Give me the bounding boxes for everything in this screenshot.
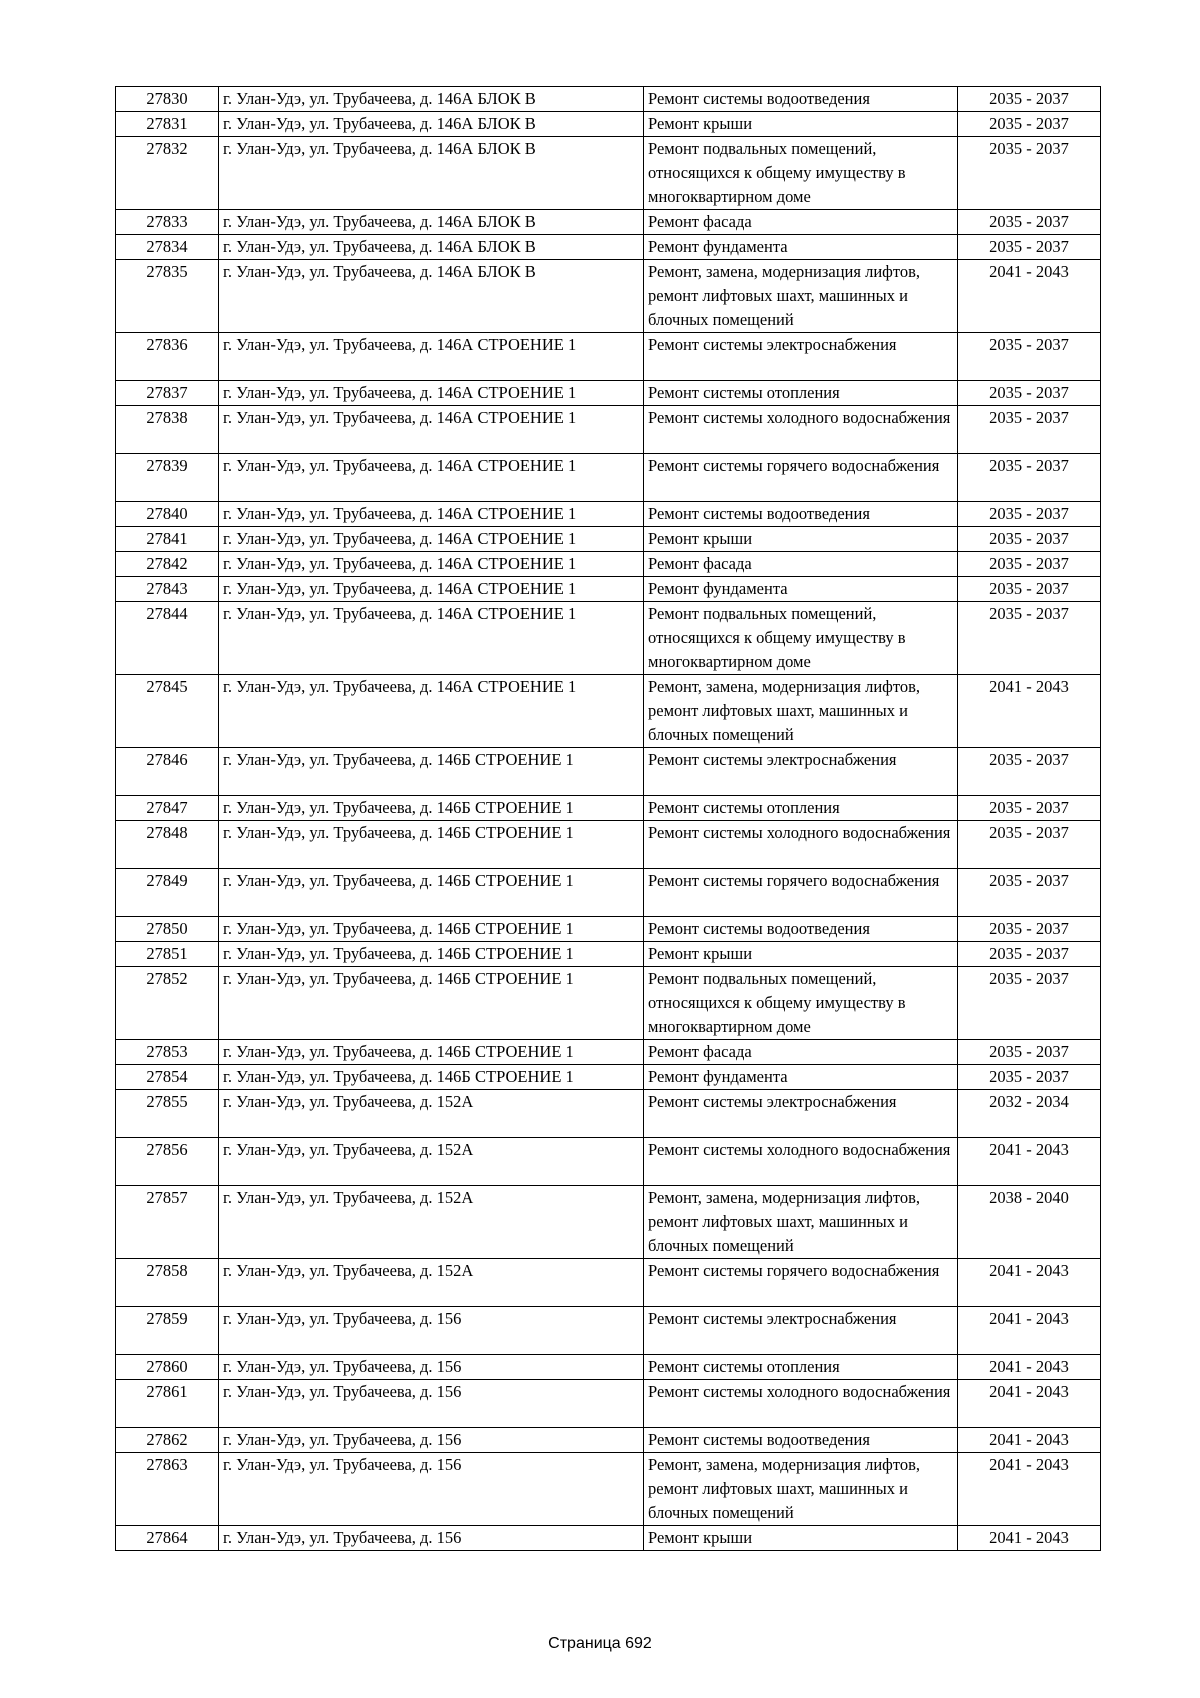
row-address: г. Улан-Удэ, ул. Трубачеева, д. 156 [219,1307,644,1355]
row-period: 2035 - 2037 [958,137,1101,210]
row-work-type: Ремонт системы отопления [644,1355,958,1380]
row-number: 27838 [116,406,219,454]
row-number: 27863 [116,1453,219,1526]
row-number: 27832 [116,137,219,210]
repair-schedule-table [115,86,1101,1551]
row-period: 2041 - 2043 [958,1526,1101,1551]
table-row [116,406,1101,454]
table-row [116,502,1101,527]
row-period: 2035 - 2037 [958,527,1101,552]
table-row [116,1355,1101,1380]
row-period: 2041 - 2043 [958,1355,1101,1380]
table-row [116,675,1101,748]
row-period: 2038 - 2040 [958,1186,1101,1259]
row-number: 27856 [116,1138,219,1186]
table-row [116,1453,1101,1526]
row-address: г. Улан-Удэ, ул. Трубачеева, д. 152А [219,1259,644,1307]
row-period: 2035 - 2037 [958,577,1101,602]
table-row [116,1186,1101,1259]
row-period: 2032 - 2034 [958,1090,1101,1138]
row-work-type: Ремонт системы водоотведения [644,917,958,942]
row-work-type: Ремонт, замена, модернизация лифтов, ремонт лифтовых шахт, машинных и блочных помещений [644,1453,958,1526]
row-work-type: Ремонт системы горячего водоснабжения [644,869,958,917]
row-number: 27850 [116,917,219,942]
row-period: 2035 - 2037 [958,235,1101,260]
row-address: г. Улан-Удэ, ул. Трубачеева, д. 146Б СТРОЕНИЕ 1 [219,1040,644,1065]
row-work-type: Ремонт системы электроснабжения [644,1090,958,1138]
row-period: 2041 - 2043 [958,1428,1101,1453]
row-address: г. Улан-Удэ, ул. Трубачеева, д. 146Б СТРОЕНИЕ 1 [219,821,644,869]
row-work-type: Ремонт фасада [644,1040,958,1065]
row-number: 27860 [116,1355,219,1380]
row-address: г. Улан-Удэ, ул. Трубачеева, д. 156 [219,1453,644,1526]
row-period: 2035 - 2037 [958,821,1101,869]
row-number: 27848 [116,821,219,869]
row-period: 2035 - 2037 [958,502,1101,527]
row-address: г. Улан-Удэ, ул. Трубачеева, д. 146А СТРОЕНИЕ 1 [219,454,644,502]
row-address: г. Улан-Удэ, ул. Трубачеева, д. 146А СТРОЕНИЕ 1 [219,602,644,675]
row-address: г. Улан-Удэ, ул. Трубачеева, д. 152А [219,1090,644,1138]
row-number: 27834 [116,235,219,260]
row-address: г. Улан-Удэ, ул. Трубачеева, д. 146Б СТРОЕНИЕ 1 [219,1065,644,1090]
row-period: 2041 - 2043 [958,260,1101,333]
table-row [116,527,1101,552]
row-period: 2035 - 2037 [958,869,1101,917]
row-work-type: Ремонт системы водоотведения [644,1428,958,1453]
row-address: г. Улан-Удэ, ул. Трубачеева, д. 146Б СТРОЕНИЕ 1 [219,748,644,796]
row-number: 27861 [116,1380,219,1428]
document-page [115,86,1100,1551]
row-address: г. Улан-Удэ, ул. Трубачеева, д. 146А БЛОК В [219,137,644,210]
row-number: 27840 [116,502,219,527]
row-number: 27837 [116,381,219,406]
row-number: 27852 [116,967,219,1040]
row-address: г. Улан-Удэ, ул. Трубачеева, д. 146Б СТРОЕНИЕ 1 [219,796,644,821]
row-number: 27855 [116,1090,219,1138]
row-period: 2041 - 2043 [958,1453,1101,1526]
row-work-type: Ремонт системы отопления [644,796,958,821]
row-address: г. Улан-Удэ, ул. Трубачеева, д. 156 [219,1428,644,1453]
table-row [116,137,1101,210]
row-work-type: Ремонт системы водоотведения [644,502,958,527]
table-row [116,1040,1101,1065]
row-period: 2035 - 2037 [958,454,1101,502]
row-number: 27862 [116,1428,219,1453]
row-work-type: Ремонт фасада [644,210,958,235]
table-row [116,381,1101,406]
row-address: г. Улан-Удэ, ул. Трубачеева, д. 146А СТРОЕНИЕ 1 [219,406,644,454]
row-address: г. Улан-Удэ, ул. Трубачеева, д. 146А СТРОЕНИЕ 1 [219,675,644,748]
row-address: г. Улан-Удэ, ул. Трубачеева, д. 156 [219,1380,644,1428]
row-address: г. Улан-Удэ, ул. Трубачеева, д. 146Б СТРОЕНИЕ 1 [219,917,644,942]
row-work-type: Ремонт, замена, модернизация лифтов, ремонт лифтовых шахт, машинных и блочных помещений [644,1186,958,1259]
table-row [116,1526,1101,1551]
table-body [116,87,1101,1551]
row-address: г. Улан-Удэ, ул. Трубачеева, д. 156 [219,1526,644,1551]
row-number: 27846 [116,748,219,796]
table-row [116,1090,1101,1138]
table-row [116,112,1101,137]
table-row [116,821,1101,869]
row-address: г. Улан-Удэ, ул. Трубачеева, д. 146А СТРОЕНИЕ 1 [219,333,644,381]
row-number: 27839 [116,454,219,502]
row-work-type: Ремонт подвальных помещений, относящихся к общему имуществу в многоквартирном доме [644,137,958,210]
row-address: г. Улан-Удэ, ул. Трубачеева, д. 146Б СТРОЕНИЕ 1 [219,942,644,967]
row-work-type: Ремонт, замена, модернизация лифтов, ремонт лифтовых шахт, машинных и блочных помещений [644,675,958,748]
row-number: 27841 [116,527,219,552]
row-period: 2035 - 2037 [958,112,1101,137]
table-row [116,967,1101,1040]
row-work-type: Ремонт системы холодного водоснабжения [644,1138,958,1186]
table-row [116,1065,1101,1090]
row-period: 2035 - 2037 [958,552,1101,577]
row-address: г. Улан-Удэ, ул. Трубачеева, д. 152А [219,1186,644,1259]
row-number: 27842 [116,552,219,577]
row-number: 27853 [116,1040,219,1065]
table-row [116,577,1101,602]
page-number: Страница 692 [548,1635,652,1652]
row-address: г. Улан-Удэ, ул. Трубачеева, д. 146А БЛОК В [219,210,644,235]
row-number: 27847 [116,796,219,821]
row-number: 27844 [116,602,219,675]
row-address: г. Улан-Удэ, ул. Трубачеева, д. 146А СТРОЕНИЕ 1 [219,527,644,552]
row-period: 2041 - 2043 [958,1259,1101,1307]
row-number: 27858 [116,1259,219,1307]
row-period: 2041 - 2043 [958,675,1101,748]
table-row [116,748,1101,796]
row-work-type: Ремонт подвальных помещений, относящихся к общему имуществу в многоквартирном доме [644,967,958,1040]
row-work-type: Ремонт системы горячего водоснабжения [644,1259,958,1307]
row-period: 2035 - 2037 [958,942,1101,967]
row-work-type: Ремонт системы электроснабжения [644,748,958,796]
row-number: 27851 [116,942,219,967]
table-row [116,552,1101,577]
row-period: 2041 - 2043 [958,1307,1101,1355]
table-row [116,917,1101,942]
row-work-type: Ремонт крыши [644,112,958,137]
row-work-type: Ремонт системы холодного водоснабжения [644,821,958,869]
row-work-type: Ремонт фундамента [644,1065,958,1090]
row-address: г. Улан-Удэ, ул. Трубачеева, д. 156 [219,1355,644,1380]
row-work-type: Ремонт системы электроснабжения [644,333,958,381]
row-address: г. Улан-Удэ, ул. Трубачеева, д. 146А БЛОК В [219,87,644,112]
row-period: 2041 - 2043 [958,1380,1101,1428]
row-number: 27859 [116,1307,219,1355]
table-row [116,942,1101,967]
row-work-type: Ремонт фундамента [644,577,958,602]
table-row [116,210,1101,235]
row-address: г. Улан-Удэ, ул. Трубачеева, д. 146А БЛОК В [219,260,644,333]
row-period: 2035 - 2037 [958,210,1101,235]
row-work-type: Ремонт системы водоотведения [644,87,958,112]
row-period: 2041 - 2043 [958,1138,1101,1186]
row-address: г. Улан-Удэ, ул. Трубачеева, д. 146Б СТРОЕНИЕ 1 [219,869,644,917]
row-work-type: Ремонт, замена, модернизация лифтов, ремонт лифтовых шахт, машинных и блочных помещений [644,260,958,333]
row-number: 27849 [116,869,219,917]
table-row [116,260,1101,333]
row-period: 2035 - 2037 [958,87,1101,112]
row-number: 27833 [116,210,219,235]
table-row [116,235,1101,260]
table-row [116,869,1101,917]
row-address: г. Улан-Удэ, ул. Трубачеева, д. 146Б СТРОЕНИЕ 1 [219,967,644,1040]
row-address: г. Улан-Удэ, ул. Трубачеева, д. 146А БЛОК В [219,235,644,260]
row-work-type: Ремонт фундамента [644,235,958,260]
row-period: 2035 - 2037 [958,381,1101,406]
table-row [116,1307,1101,1355]
row-number: 27854 [116,1065,219,1090]
row-period: 2035 - 2037 [958,1065,1101,1090]
row-period: 2035 - 2037 [958,967,1101,1040]
row-work-type: Ремонт системы холодного водоснабжения [644,406,958,454]
row-work-type: Ремонт крыши [644,942,958,967]
row-address: г. Улан-Удэ, ул. Трубачеева, д. 146А СТРОЕНИЕ 1 [219,502,644,527]
table-row [116,454,1101,502]
table-row [116,333,1101,381]
row-period: 2035 - 2037 [958,917,1101,942]
table-row [116,1138,1101,1186]
table-row [116,796,1101,821]
table-row [116,1259,1101,1307]
table-row [116,602,1101,675]
row-number: 27857 [116,1186,219,1259]
row-period: 2035 - 2037 [958,748,1101,796]
row-work-type: Ремонт подвальных помещений, относящихся к общему имуществу в многоквартирном доме [644,602,958,675]
row-period: 2035 - 2037 [958,602,1101,675]
row-address: г. Улан-Удэ, ул. Трубачеева, д. 146А СТРОЕНИЕ 1 [219,552,644,577]
row-number: 27845 [116,675,219,748]
row-work-type: Ремонт системы отопления [644,381,958,406]
row-address: г. Улан-Удэ, ул. Трубачеева, д. 146А БЛОК В [219,112,644,137]
row-address: г. Улан-Удэ, ул. Трубачеева, д. 146А СТРОЕНИЕ 1 [219,381,644,406]
row-address: г. Улан-Удэ, ул. Трубачеева, д. 152А [219,1138,644,1186]
row-work-type: Ремонт крыши [644,1526,958,1551]
row-number: 27835 [116,260,219,333]
row-number: 27836 [116,333,219,381]
row-address: г. Улан-Удэ, ул. Трубачеева, д. 146А СТРОЕНИЕ 1 [219,577,644,602]
table-row [116,87,1101,112]
row-number: 27831 [116,112,219,137]
row-number: 27830 [116,87,219,112]
row-work-type: Ремонт системы электроснабжения [644,1307,958,1355]
row-number: 27864 [116,1526,219,1551]
row-period: 2035 - 2037 [958,796,1101,821]
row-work-type: Ремонт фасада [644,552,958,577]
row-work-type: Ремонт системы холодного водоснабжения [644,1380,958,1428]
row-work-type: Ремонт крыши [644,527,958,552]
row-work-type: Ремонт системы горячего водоснабжения [644,454,958,502]
row-number: 27843 [116,577,219,602]
row-period: 2035 - 2037 [958,333,1101,381]
row-period: 2035 - 2037 [958,1040,1101,1065]
table-row [116,1380,1101,1428]
row-period: 2035 - 2037 [958,406,1101,454]
table-row [116,1428,1101,1453]
